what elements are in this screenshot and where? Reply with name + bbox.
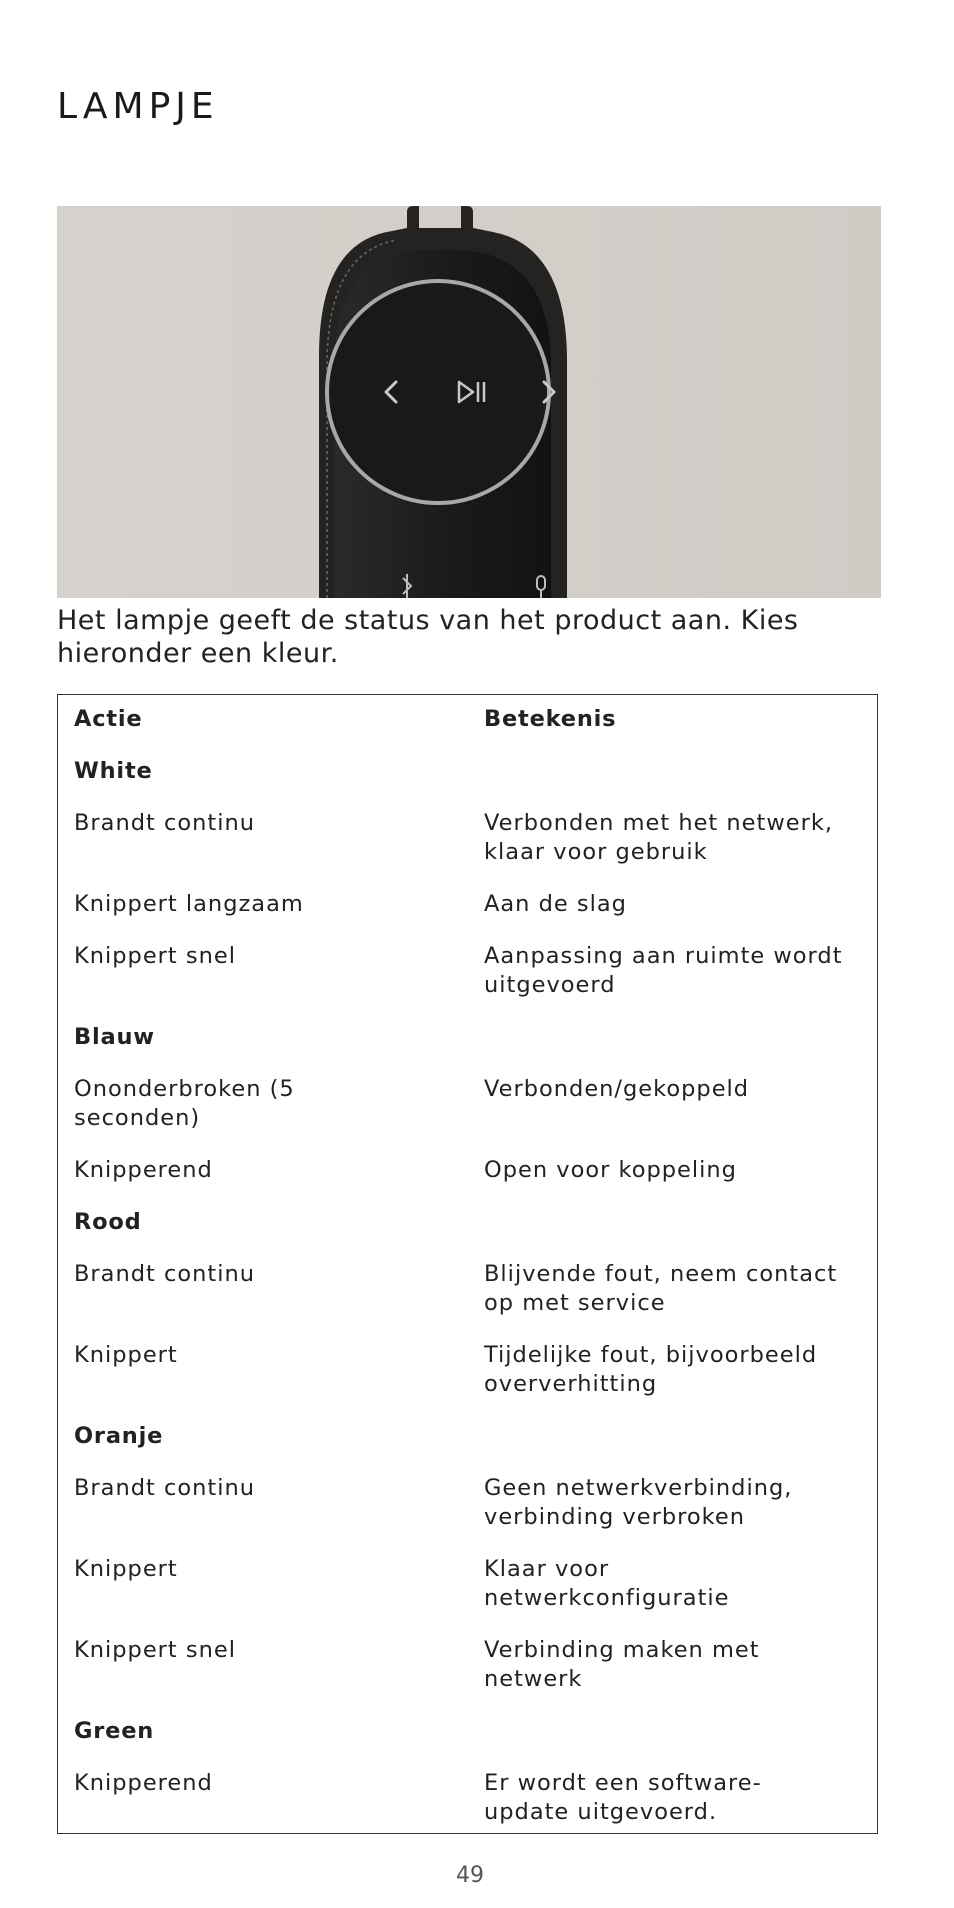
section-label: Green (74, 1718, 155, 1744)
action-cell: Brandt continu (74, 1475, 255, 1501)
product-image (57, 206, 881, 598)
meaning-cell: Verbinding maken met netwerk (484, 1637, 760, 1692)
action-cell: Ononderbroken (5 seconden) (74, 1076, 295, 1131)
action-cell: Knipperend (74, 1157, 213, 1183)
meaning-cell: Aanpassing aan ruimte wordt uitgevoerd (484, 943, 843, 998)
header-action: Actie (74, 706, 143, 732)
section-label: White (74, 758, 153, 784)
meaning-cell: Verbonden met het netwerk, klaar voor gebruik (484, 810, 833, 865)
action-cell: Knippert langzaam (74, 891, 304, 917)
action-cell: Knippert snel (74, 1637, 236, 1663)
section-label: Oranje (74, 1423, 164, 1449)
page-title: LAMPJE (57, 86, 219, 127)
section-label: Rood (74, 1209, 142, 1235)
action-cell: Brandt continu (74, 1261, 255, 1287)
meaning-cell: Open voor koppeling (484, 1157, 737, 1183)
intro-text: Het lampje geeft de status van het product aan. Kies hieronder een kleur. (57, 605, 799, 669)
led-status-table (57, 694, 878, 1834)
meaning-cell: Blijvende fout, neem contact op met service (484, 1261, 838, 1316)
meaning-cell: Er wordt een software-update uitgevoerd. (484, 1770, 762, 1825)
meaning-cell: Tijdelijke fout, bijvoorbeeld oververhitting (484, 1342, 818, 1397)
control-ring (327, 281, 549, 503)
header-meaning: Betekenis (484, 706, 617, 732)
action-cell: Knippert (74, 1556, 178, 1582)
action-cell: Knippert (74, 1342, 178, 1368)
meaning-cell: Verbonden/gekoppeld (484, 1076, 750, 1102)
action-cell: Knipperend (74, 1770, 213, 1796)
action-cell: Brandt continu (74, 810, 255, 836)
page-number: 49 (456, 1863, 484, 1888)
meaning-cell: Klaar voor netwerkconfiguratie (484, 1556, 730, 1611)
action-cell: Knippert snel (74, 943, 236, 969)
meaning-cell: Geen netwerkverbinding, verbinding verbroken (484, 1475, 793, 1530)
meaning-cell: Aan de slag (484, 891, 627, 917)
section-label: Blauw (74, 1024, 155, 1050)
